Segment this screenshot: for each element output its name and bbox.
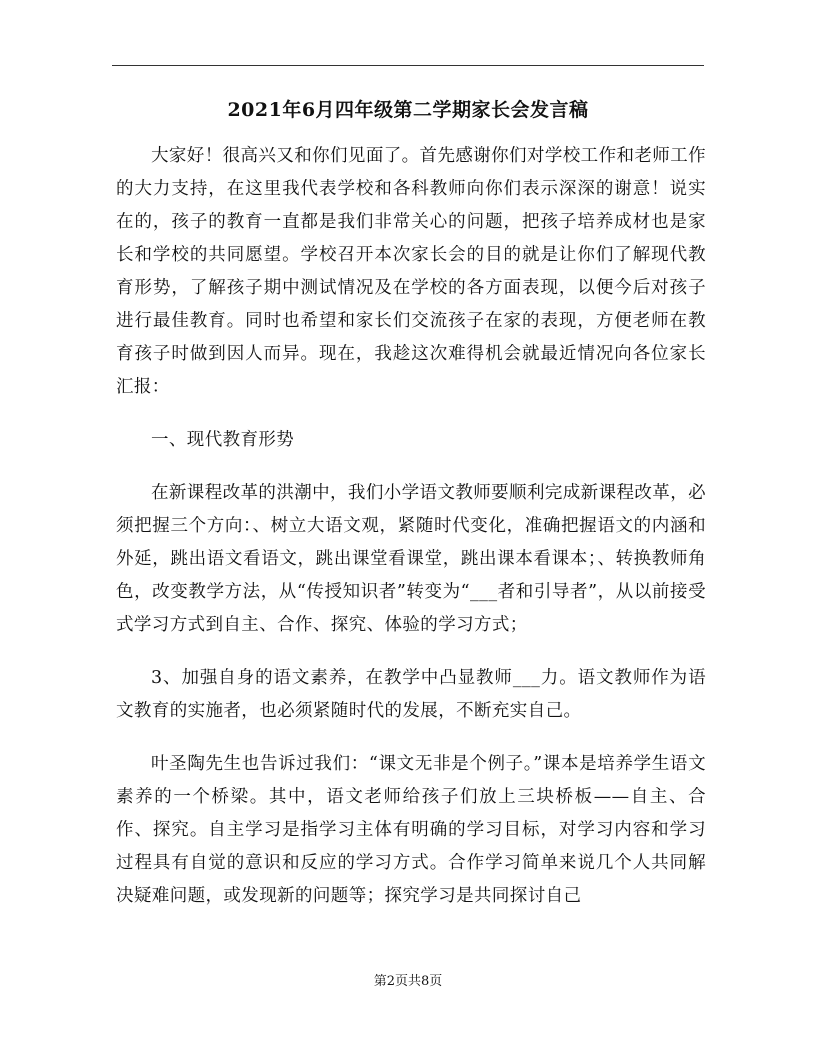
paragraph-curriculum-reform: 在新课程改革的洪潮中，我们小学语文教师要顺利完成新课程改革，必须把握三个方向：、树立大语文观，紧随时代变化，准确把握语文的内涵和外延，跳出语文看语文，跳出课堂看课堂，跳出课本看课本；、转换教师角色，改变教学方法，从“传授知识者”转变为“___者和引导者”，从以前接受式学习方式到自主、合作、探究、体验的学习方式； <box>116 483 706 635</box>
document-body <box>116 140 706 913</box>
page-number: 第2页共8页 <box>373 974 443 989</box>
paragraph-ye-shengtao: 叶圣陶先生也告诉过我们：“课文无非是个例子。”课本是培养学生语文素养的一个桥梁。其中，语文老师给孩子们放上三块桥板——自主、合作、探究。自主学习是指学习主体有明确的学习目标，对学习内容和学习过程具有自觉的意识和反应的学习方式。合作学习简单来说几个人共同解决疑难问题，或发现新的问题等；探究学习是共同探讨自己 <box>116 754 706 906</box>
paragraph-intro: 大家好！很高兴又和你们见面了。首先感谢你们对学校工作和老师工作的大力支持，在这里我代表学校和各科教师向你们表示深深的谢意！说实在的，孩子的教育一直都是我们非常关心的问题，把孩子培养成材也是家长和学校的共同愿望。学校召开本次家长会的目的就是让你们了解现代教育形势，了解孩子期中测试情况及在学校的各方面表现，以便今后对孩子进行最佳教育。同时也希望和家长们交流孩子在家的表现，方便老师在教育孩子时做到因人而异。现在，我趁这次难得机会就最近情况向各位家长汇报： <box>116 146 706 397</box>
header-rule <box>112 65 704 66</box>
paragraph-literacy: 3、加强自身的语文素养，在教学中凸显教师___力。语文教师作为语文教育的实施者，也必须紧随时代的发展，不断充实自己。 <box>116 668 706 721</box>
section-heading: 一、现代教育形势 <box>151 430 295 450</box>
document-title: 2021年6月四年级第二学期家长会发言稿 <box>227 99 589 121</box>
